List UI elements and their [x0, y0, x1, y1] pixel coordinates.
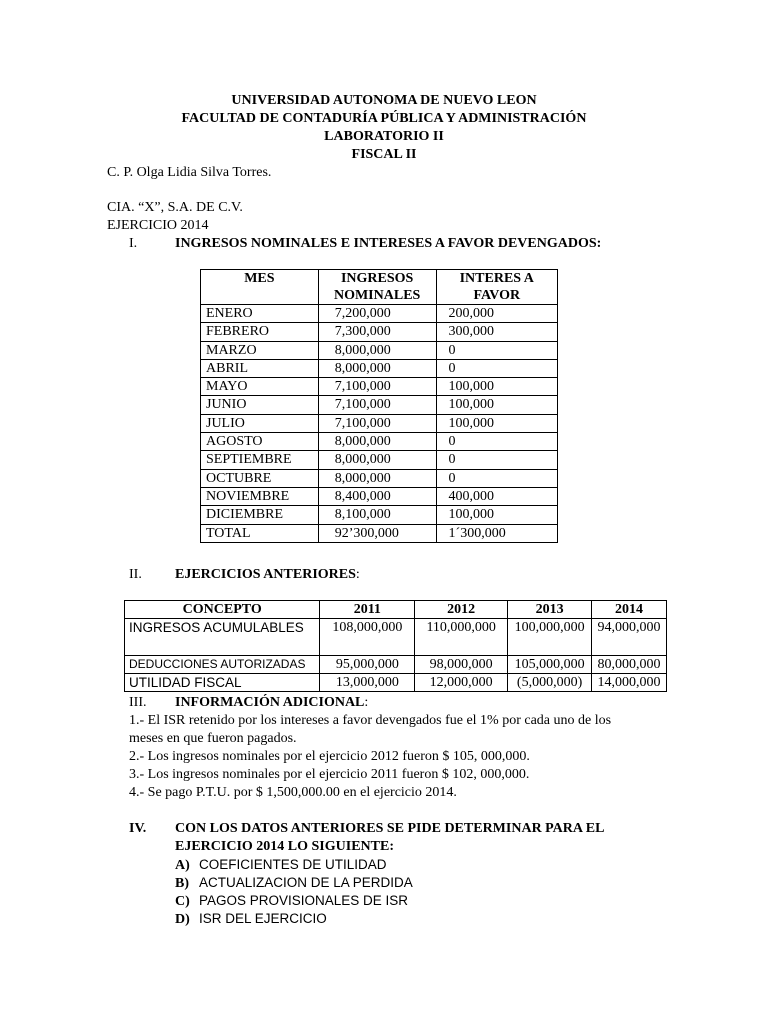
previous-years-table [124, 600, 667, 692]
nominal-income-cell: 7,100,000 [318, 396, 436, 414]
task-text: ACTUALIZACION DE LA PERDIDA [199, 875, 413, 890]
income-table-header [201, 270, 558, 305]
interest-cell: 100,000 [436, 396, 557, 414]
faculty-title: FACULTAD DE CONTADURÍA PÚBLICA Y ADMINISTRACIÓN [181, 111, 587, 126]
table-row [201, 341, 558, 359]
header-month: MES [201, 270, 319, 305]
nominal-income-cell: 8,000,000 [318, 469, 436, 487]
section-3-numeral: III. [129, 695, 147, 710]
value-cell: (5,000,000) [508, 674, 592, 692]
value-cell: 108,000,000 [320, 619, 415, 656]
section-2-colon: : [355, 567, 360, 582]
interest-cell: 100,000 [436, 378, 557, 396]
table-row [201, 451, 558, 469]
task-text: COEFICIENTES DE UTILIDAD [199, 857, 387, 872]
nominal-income-cell: 7,100,000 [318, 414, 436, 432]
concept-cell: INGRESOS ACUMULABLES [125, 619, 320, 656]
table-row [201, 414, 558, 432]
value-cell: 80,000,000 [592, 656, 667, 674]
task-item [175, 856, 387, 874]
info-line-5: 4.- Se pago P.T.U. por $ 1,500,000.00 en el ejercicio 2014. [129, 785, 457, 800]
info-line-1: 1.- El ISR retenido por los intereses a favor devengados fue el 1% por cada uno de los [129, 713, 612, 728]
fiscal-year: EJERCICIO 2014 [107, 218, 209, 233]
interest-cell: 0 [436, 359, 557, 377]
value-cell: 110,000,000 [415, 619, 508, 656]
info-line-2: meses en que fueron pagados. [129, 731, 297, 746]
income-table [200, 269, 558, 543]
value-cell: 100,000,000 [508, 619, 592, 656]
header-interest: INTERES A FAVOR [436, 270, 557, 305]
header-2013: 2013 [508, 601, 592, 619]
section-3-heading [129, 694, 368, 711]
university-title: UNIVERSIDAD AUTONOMA DE NUEVO LEON [231, 93, 537, 108]
nominal-income-cell: 8,100,000 [318, 506, 436, 524]
value-cell: 14,000,000 [592, 674, 667, 692]
value-cell: 105,000,000 [508, 656, 592, 674]
table-row [125, 619, 667, 656]
interest-cell: 200,000 [436, 305, 557, 323]
section-4-heading [129, 820, 604, 837]
lab-title: LABORATORIO II [324, 129, 444, 144]
nominal-income-cell: 7,300,000 [318, 323, 436, 341]
task-item [175, 910, 327, 928]
table-row [201, 524, 558, 542]
interest-cell: 100,000 [436, 506, 557, 524]
section-1-heading [129, 235, 601, 252]
value-cell: 13,000,000 [320, 674, 415, 692]
month-cell: MARZO [201, 341, 319, 359]
task-item [175, 874, 413, 892]
section-1-numeral: I. [129, 236, 138, 251]
month-cell: OCTUBRE [201, 469, 319, 487]
concept-cell: UTILIDAD FISCAL [125, 674, 320, 692]
concept-cell: DEDUCCIONES AUTORIZADAS [125, 656, 320, 674]
month-cell: FEBRERO [201, 323, 319, 341]
month-cell: JUNIO [201, 396, 319, 414]
info-line-3: 2.- Los ingresos nominales por el ejercicio 2012 fueron $ 105, 000,000. [129, 749, 530, 764]
nominal-income-cell: 8,000,000 [318, 359, 436, 377]
nominal-income-cell: 92’300,000 [318, 524, 436, 542]
teacher-name: C. P. Olga Lidia Silva Torres. [107, 165, 272, 180]
section-4-title-line-1: CON LOS DATOS ANTERIORES SE PIDE DETERMINAR PARA EL [175, 821, 605, 836]
interest-cell: 300,000 [436, 323, 557, 341]
month-cell: NOVIEMBRE [201, 487, 319, 505]
month-cell: DICIEMBRE [201, 506, 319, 524]
table-row [201, 469, 558, 487]
table-row [201, 305, 558, 323]
value-cell: 95,000,000 [320, 656, 415, 674]
month-cell: AGOSTO [201, 433, 319, 451]
interest-cell: 100,000 [436, 414, 557, 432]
table-row [125, 674, 667, 692]
section-1-title: INGRESOS NOMINALES E INTERESES A FAVOR DEVENGADOS: [175, 236, 602, 251]
interest-cell: 400,000 [436, 487, 557, 505]
interest-cell: 1´300,000 [436, 524, 557, 542]
month-cell: MAYO [201, 378, 319, 396]
company-name: CIA. “X”, S.A. DE C.V. [107, 200, 243, 215]
section-2-heading [129, 566, 360, 583]
task-letter: C) [175, 894, 190, 909]
header-2014: 2014 [592, 601, 667, 619]
task-letter: D) [175, 912, 190, 927]
section-3-title: INFORMACIÓN ADICIONAL [175, 695, 365, 710]
value-cell: 94,000,000 [592, 619, 667, 656]
table-row [201, 487, 558, 505]
task-text: PAGOS PROVISIONALES DE ISR [199, 893, 409, 908]
subject-title: FISCAL II [351, 147, 417, 162]
interest-cell: 0 [436, 341, 557, 359]
section-3-colon: : [364, 695, 369, 710]
section-4-numeral: IV. [129, 821, 147, 836]
nominal-income-cell: 8,000,000 [318, 451, 436, 469]
header-2011: 2011 [320, 601, 415, 619]
header-nominal-income: INGRESOS NOMINALES [318, 270, 436, 305]
previous-years-header [125, 601, 667, 619]
table-row [201, 506, 558, 524]
header-2012: 2012 [415, 601, 508, 619]
task-letter: B) [175, 876, 189, 891]
header-concept: CONCEPTO [125, 601, 320, 619]
month-cell: ENERO [201, 305, 319, 323]
interest-cell: 0 [436, 469, 557, 487]
nominal-income-cell: 8,400,000 [318, 487, 436, 505]
section-2-numeral: II. [129, 567, 142, 582]
nominal-income-cell: 8,000,000 [318, 341, 436, 359]
value-cell: 12,000,000 [415, 674, 508, 692]
nominal-income-cell: 7,100,000 [318, 378, 436, 396]
table-row [201, 323, 558, 341]
nominal-income-cell: 7,200,000 [318, 305, 436, 323]
value-cell: 98,000,000 [415, 656, 508, 674]
table-row [201, 433, 558, 451]
task-item [175, 892, 408, 910]
section-2-title: EJERCICIOS ANTERIORES [175, 567, 356, 582]
interest-cell: 0 [436, 451, 557, 469]
task-text: ISR DEL EJERCICIO [199, 911, 327, 926]
nominal-income-cell: 8,000,000 [318, 433, 436, 451]
interest-cell: 0 [436, 433, 557, 451]
table-row [201, 359, 558, 377]
table-row [125, 656, 667, 674]
table-row [201, 396, 558, 414]
month-cell: TOTAL [201, 524, 319, 542]
month-cell: JULIO [201, 414, 319, 432]
table-row [201, 378, 558, 396]
section-4-title-line-2: EJERCICIO 2014 LO SIGUIENTE: [175, 839, 394, 854]
month-cell: SEPTIEMBRE [201, 451, 319, 469]
task-letter: A) [175, 858, 190, 873]
info-line-4: 3.- Los ingresos nominales por el ejercicio 2011 fueron $ 102, 000,000. [129, 767, 530, 782]
month-cell: ABRIL [201, 359, 319, 377]
